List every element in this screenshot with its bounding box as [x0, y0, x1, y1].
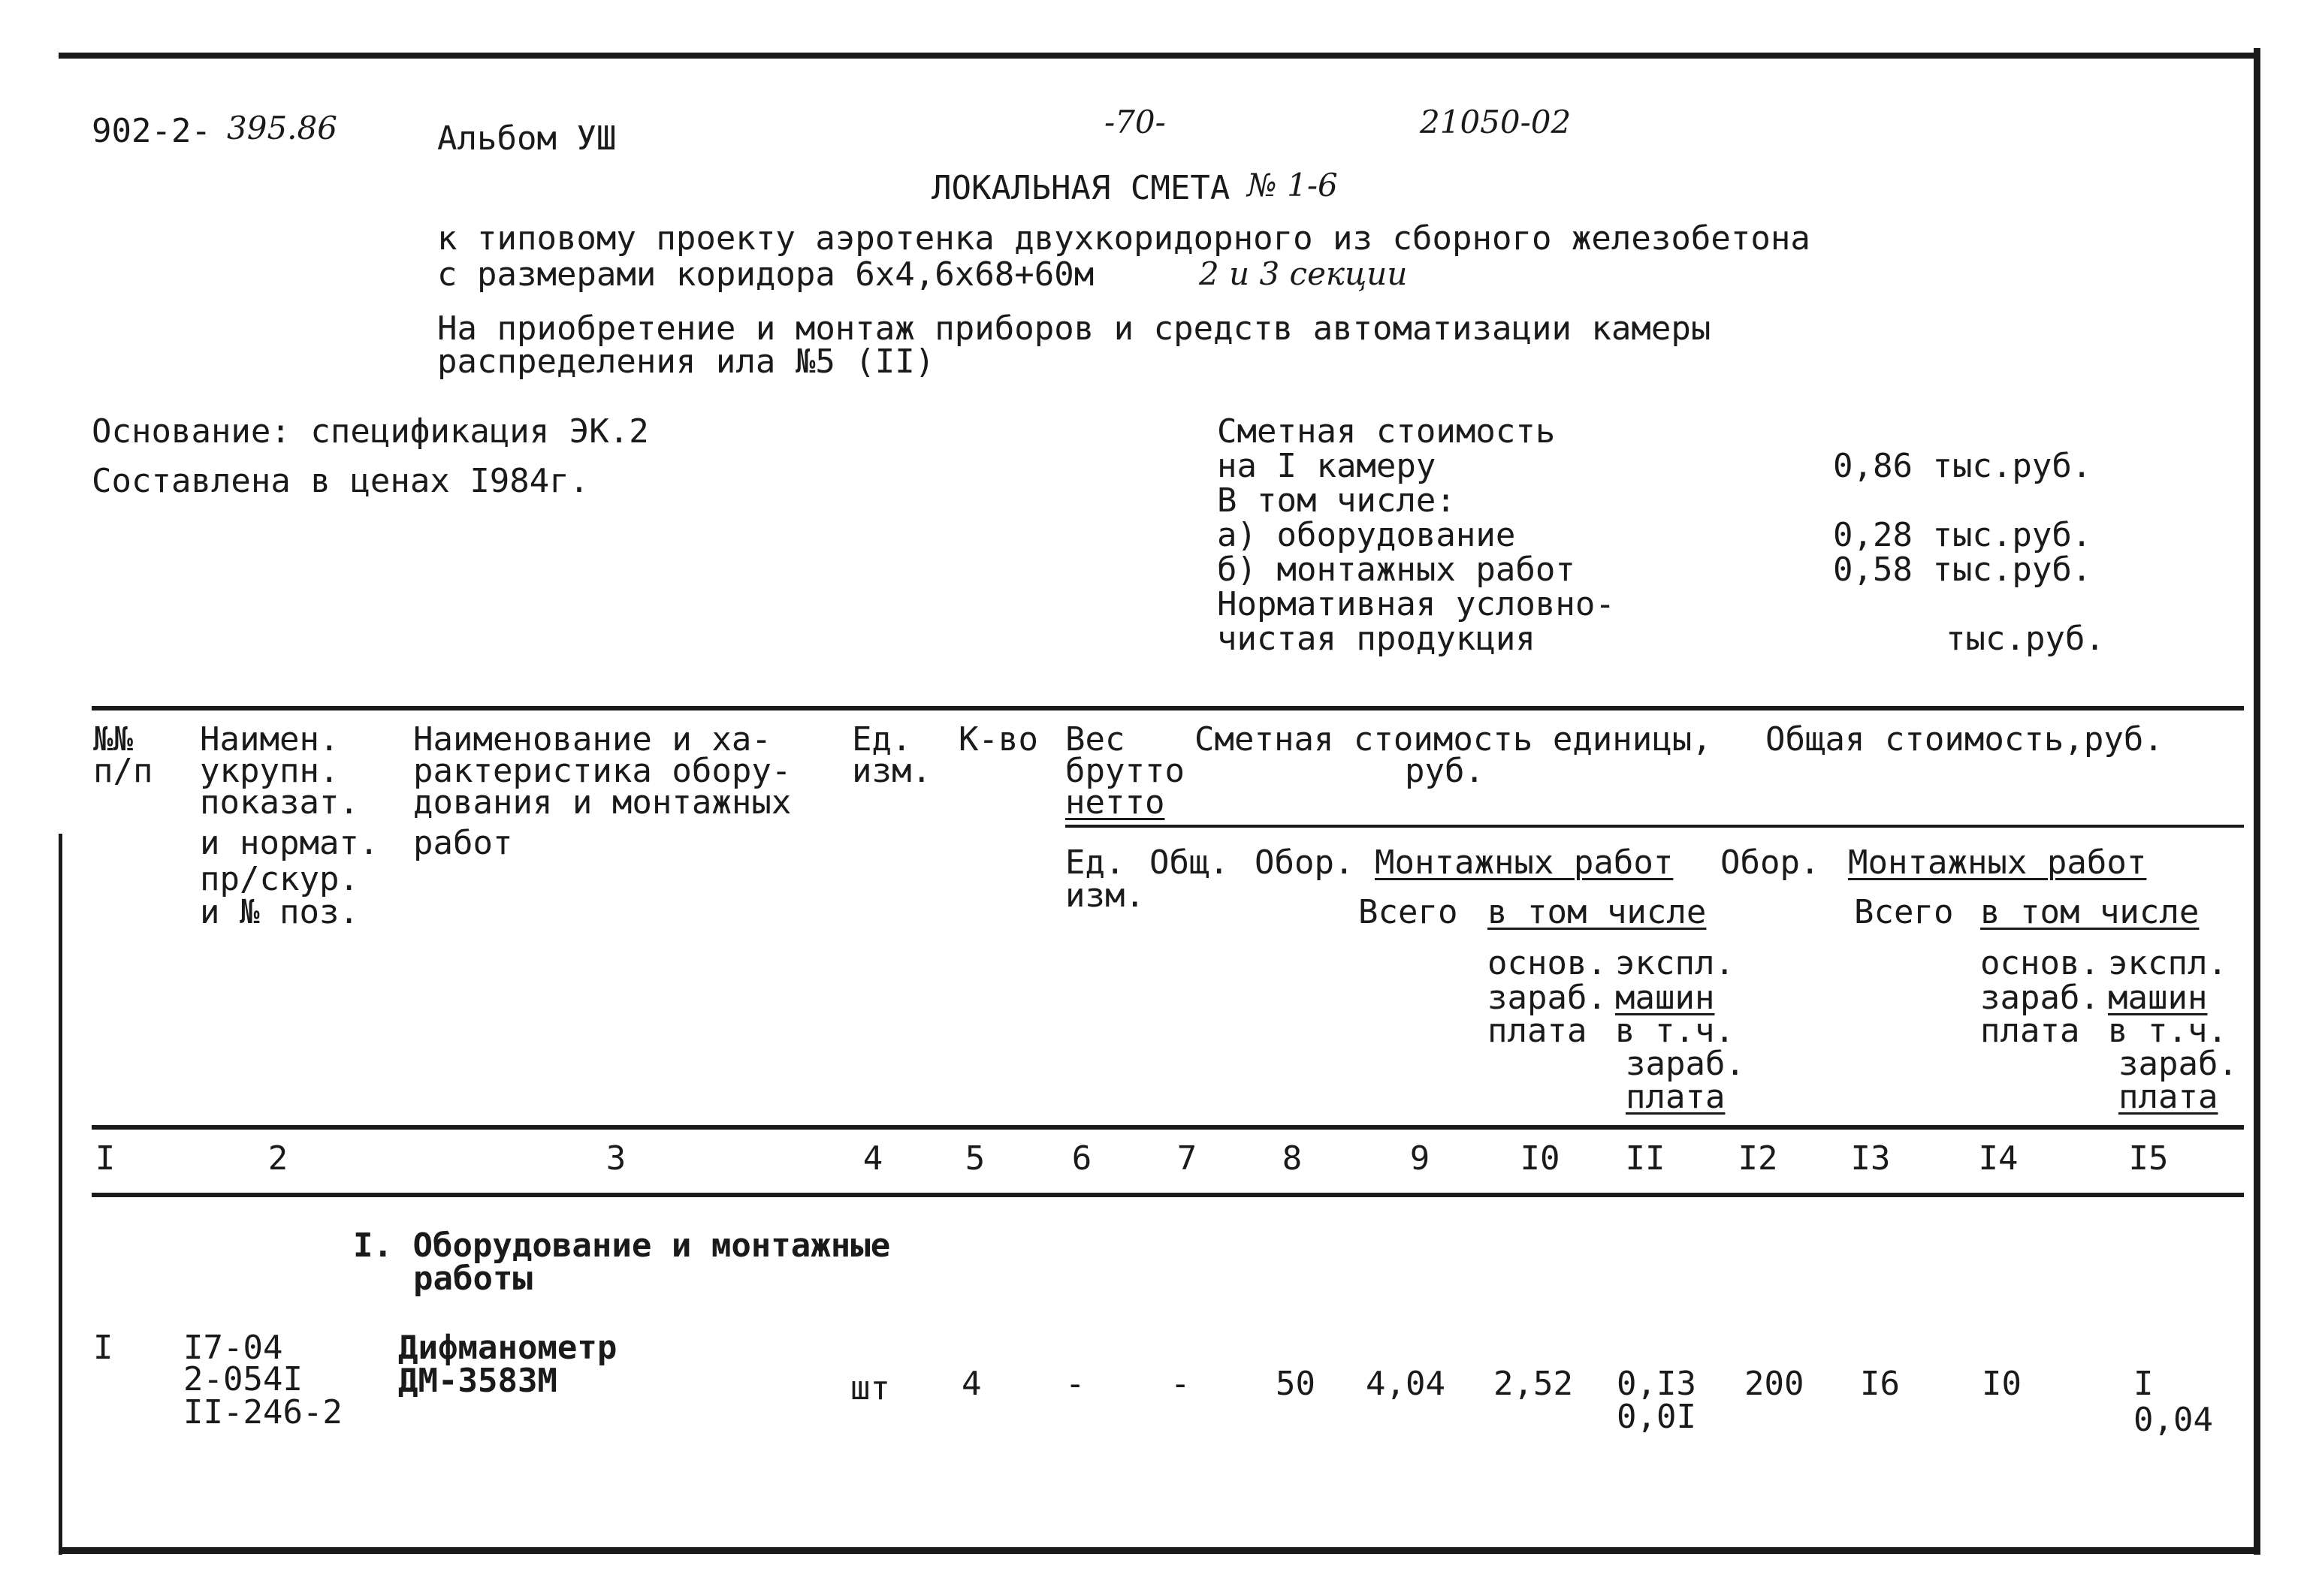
- section-title-2: работы: [413, 1260, 533, 1298]
- h-code-6: и № поз.: [200, 893, 359, 931]
- h-mach-5: плата: [1626, 1078, 1726, 1116]
- h-incl: в том числе: [1487, 893, 1707, 931]
- h-mach2-2: машин: [2108, 979, 2208, 1017]
- cost-total: 0,86 тыс.руб.: [1833, 447, 2092, 485]
- prices-text: Составлена в ценах I984г.: [92, 462, 590, 500]
- estimate-number: № 1-6: [1247, 167, 1338, 204]
- h-mach2-1: экспл.: [2108, 944, 2227, 982]
- basis-text: Основание: спецификация ЭК.2: [92, 412, 649, 451]
- equip-label: а) оборудование: [1217, 516, 1516, 554]
- h-equip: Обор.: [1255, 843, 1354, 882]
- h-all2: Всего: [1854, 893, 1954, 931]
- cost-label2: на I камеру: [1217, 447, 1436, 485]
- norm-label1: Нормативная условно-: [1217, 585, 1615, 623]
- h-name-2: рактеристика обору-: [413, 752, 792, 790]
- subtitle-line2: с размерами коридора 6х4,6х68+60м: [437, 255, 1095, 294]
- h-incl2: в том числе: [1980, 893, 2200, 931]
- colnum-5: 5: [965, 1139, 986, 1178]
- h-weight-3: нетто: [1065, 783, 1165, 822]
- h-name-1: Наименование и ха-: [413, 720, 772, 759]
- h-mach2-5: плата: [2118, 1078, 2218, 1116]
- table-top-rule: [92, 706, 2244, 711]
- doc-code-prefix: 902-2-: [92, 112, 211, 150]
- frame-bottom: [59, 1547, 2260, 1554]
- frame-top: [59, 53, 2260, 59]
- install-value: 0,58 тыс.руб.: [1833, 551, 2092, 589]
- row-qty: 4: [962, 1365, 982, 1403]
- frame-right: [2254, 48, 2260, 1555]
- row-name-2: ДМ-3583М: [398, 1362, 557, 1400]
- row-weight-total: -: [1170, 1365, 1191, 1403]
- row-install-mach-1: 0,I3: [1617, 1365, 1696, 1403]
- h-code-2: укрупн.: [200, 752, 340, 790]
- h-num-2: п/п: [93, 752, 153, 790]
- h-wage2-3: плата: [1980, 1012, 2080, 1050]
- h-num-1: №№: [93, 720, 133, 759]
- row-install-total: 4,04: [1366, 1365, 1445, 1403]
- colnum-7: 7: [1176, 1139, 1197, 1178]
- colnum-13: I3: [1850, 1139, 1891, 1178]
- install-label: б) монтажных работ: [1217, 551, 1575, 589]
- doc-code-suffix: 395.86: [227, 110, 337, 146]
- h-unit-cost-2: руб.: [1405, 752, 1484, 790]
- h-install2: Монтажных работ: [1848, 843, 2147, 882]
- h-mach-2: машин: [1615, 979, 1715, 1017]
- h-total-cost: Общая стоимость,руб.: [1765, 720, 2164, 759]
- section-title-1: I. Оборудование и монтажные: [353, 1226, 891, 1265]
- h-name-3: дования и монтажных: [413, 783, 792, 822]
- h-mach-1: экспл.: [1615, 944, 1735, 982]
- row-install-mach2-2: 0,04: [2133, 1401, 2213, 1439]
- h-wage2-1: основ.: [1980, 944, 2100, 982]
- row-num: I: [93, 1329, 113, 1367]
- cost-label1: Сметная стоимость: [1217, 412, 1556, 451]
- h-unit-1: Ед.: [852, 720, 912, 759]
- row-code-3: II-246-2: [183, 1393, 343, 1432]
- page-number: -70-: [1104, 104, 1166, 140]
- h-code-3: показат.: [200, 783, 359, 822]
- h-install: Монтажных работ: [1375, 843, 1674, 882]
- colnum-11: II: [1625, 1139, 1665, 1178]
- h-all: Всего: [1358, 893, 1458, 931]
- h-code-5: пр/скур.: [200, 860, 359, 898]
- h-mach2-4: зараб.: [2118, 1045, 2238, 1083]
- cost-header-rule: [1065, 825, 2244, 828]
- cost-incl: В том числе:: [1217, 481, 1456, 520]
- h-weight-2: брутто: [1065, 752, 1185, 790]
- album-label: Альбом УШ: [437, 119, 617, 158]
- purpose-line1: На приобретение и монтаж приборов и средств автоматизации камеры: [437, 309, 1711, 348]
- row-code-2: 2-054I: [183, 1360, 303, 1398]
- colnum-bottom-rule: [92, 1193, 2244, 1197]
- colnum-9: 9: [1409, 1139, 1430, 1178]
- project-code: 21050-02: [1420, 104, 1572, 140]
- frame-left: [59, 834, 62, 1555]
- colnum-10: I0: [1520, 1139, 1560, 1178]
- h-qty: К-во: [959, 720, 1038, 759]
- h-weight-unit-2: изм.: [1065, 876, 1145, 915]
- h-code-4: и нормат.: [200, 824, 379, 862]
- row-equip-unit: 50: [1276, 1365, 1315, 1403]
- header-bottom-rule: [92, 1125, 2244, 1130]
- norm-value: тыс.руб.: [1946, 620, 2105, 658]
- row-install-mach2-1: I: [2133, 1365, 2154, 1403]
- norm-label2: чистая продукция: [1217, 620, 1535, 658]
- h-name-4: работ: [413, 824, 513, 862]
- h-wage-2: зараб.: [1487, 979, 1607, 1017]
- h-wage-1: основ.: [1487, 944, 1607, 982]
- colnum-2: 2: [267, 1139, 288, 1178]
- h-weight-unit-1: Ед.: [1065, 843, 1125, 882]
- colnum-15: I5: [2128, 1139, 2169, 1178]
- h-weight-1: Вес: [1065, 720, 1125, 759]
- estimate-title: ЛОКАЛЬНАЯ СМЕТА: [932, 169, 1231, 207]
- row-install-wage2: I0: [1982, 1365, 2022, 1403]
- row-equip-total: 200: [1744, 1365, 1804, 1403]
- colnum-4: 4: [862, 1139, 883, 1178]
- h-unit-2: изм.: [852, 752, 932, 790]
- h-weight-total: Общ.: [1149, 843, 1229, 882]
- row-name-1: Дифманометр: [398, 1329, 618, 1367]
- h-unit-cost-1: Сметная стоимость единицы,: [1194, 720, 1712, 759]
- h-mach-3: в т.ч.: [1615, 1012, 1735, 1050]
- equip-value: 0,28 тыс.руб.: [1833, 516, 2092, 554]
- row-unit: шт: [850, 1369, 890, 1407]
- h-mach-4: зараб.: [1626, 1045, 1745, 1083]
- colnum-8: 8: [1282, 1139, 1303, 1178]
- h-mach2-3: в т.ч.: [2108, 1012, 2227, 1050]
- row-code-1: I7-04: [183, 1329, 283, 1367]
- colnum-12: I2: [1738, 1139, 1778, 1178]
- colnum-1: I: [95, 1139, 116, 1178]
- row-install-mach-2: 0,0I: [1617, 1398, 1696, 1436]
- subtitle-sections: 2 и 3 секции: [1199, 255, 1408, 292]
- h-code-1: Наимен.: [200, 720, 340, 759]
- h-wage-3: плата: [1487, 1012, 1587, 1050]
- h-wage2-2: зараб.: [1980, 979, 2100, 1017]
- purpose-line2: распределения ила №5 (II): [437, 342, 935, 381]
- row-weight-unit: -: [1065, 1365, 1086, 1403]
- row-install-total2: I6: [1860, 1365, 1900, 1403]
- subtitle-line1: к типовому проекту аэротенка двухкоридорного из сборного железобетона: [437, 219, 1810, 258]
- colnum-6: 6: [1071, 1139, 1092, 1178]
- row-install-wage: 2,52: [1493, 1365, 1573, 1403]
- colnum-3: 3: [605, 1139, 627, 1178]
- colnum-14: I4: [1978, 1139, 2019, 1178]
- h-equip2: Обор.: [1720, 843, 1820, 882]
